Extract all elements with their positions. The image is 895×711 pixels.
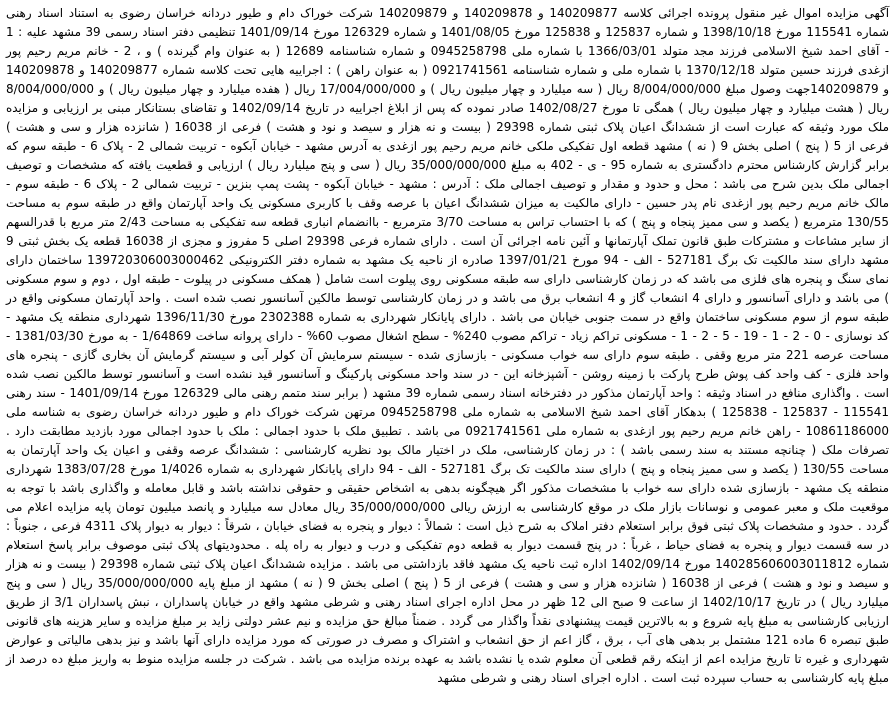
auction-notice-text: آگهی مزایده اموال غیر منقول پرونده اجرائی کلاسه 140209877 و 140209878 و 140209879 شرکت خوراک دام و طیور دردانه خراسان رضوی به استناد اسناد رهنی شماره 115541 مورخ 1398/10/18 و شماره 125837 و 125838 مورخ 1401/08/05 و شماره 126329 مورخ 1401/09/14 تنظیمی دفتر اسناد رسمی 39 مشهد علیه : 1 - آقای احمد شیخ الاسلامی فرزند مجد متولد 1366/03/01 با شماره ملی 0945258798 و شماره شناسنامه 12689 ( به عنوان وام گیرنده ) و ، 2 - خانم مریم رحیم پور ازغدی فرزند حسین متولد 1370/12/18 با شماره ملی و شماره شناسنامه 0921741561 ( به عنوان راهن ) : اجراییه هایی تحت کلاسه شماره 140209877 و 140209878 و 140209879جهت وصول مبلغ 8/004/000/000 ریال ( سه میلیارد و چهار میلیون ریال ) و 17/004/000/000 ریال ( هفده میلیارد و چهار میلیون ریال ) و 8/004/000/000 ریال ( هشت میلیارد و چهار میلیون ریال ) همگی تا مورخ 1402/08/27 صادر نموده که پس از ابلاغ اجراییه در تاریخ 1402/09/14 و تقاضای بستانکار مبنی بر ارزیابی و مزایده ملک مورد وثیقه که عبارت است از ششدانگ اعیان پلاک ثبتی شماره 29398 ( بیست و نه هزار و سیصد و نود و هشت ) فرعی از 16038 ( شانزده هزار و سی و هشت ) فرعی از 5 ( پنج ) اصلی بخش 9 ( نه ) مشهد قطعه اول تفکیکی ملکی خانم مریم رحیم پور ازغدی به آدرس مشهد - خیابان آبکوه - تربیت شمالی 2 - پلاک 6 - طبقه سوم که برابر گزارش کارشناس محترم دادگستری به شماره 95 - ی - 402 به مبلغ 35/000/000/000 ریال ( سی و پنج میلیارد ریال ) ارزیابی و قطعیت یافته که مشخصات و توصیف اجمالی ملک بدین شرح می باشد : محل و حدود و مقدار و توصیف اجمالی ملک : آدرس : مشهد - خیابان آبکوه - پشت پمپ بنزین - تربیت شمالی 2 - پلاک 6 - طبقه سوم - مالک خانم مریم رحیم پور ازغدی نام پدر حسین - دارای مالکیت به میزان ششدانگ اعیان با عرصه وقف با کاربری مسکونی یک واحد آپارتمان واقع در طبقه سوم به مساحت 130/55 مترمربع ( یکصد و سی ممیز پنجاه و پنج ) که با احتساب تراس به مساحت 3/70 مترمربع - باانضمام انباری قطعه سه تفکیکی به مساحت 2/43 متر مربع با قدرالسهم از سایر مشاعات و مشترکات طبق قانون تملک آپارتمانها و آئین نامه اجرائی آن است . دارای شماره فرعی 29398 اصلی 5 مفروز و مجزی از 16038 قطعه یک بخش ثبتی 9 مشهد دارای سند مالکیت تک برگ 527181 - الف - 94 مورخ 1397/01/21 صادره از ناحیه یک مشهد به شماره دفتر الکترونیکی 139720306003000462 ساختمان دارای نمای سنگ و پنجره های فلزی می باشد که در زمان کارشناسی دارای سه طبقه مسکونی روی پیلوت است شامل ( همکف مسکونی در پیلوت - طبقه اول ، دوم و سوم مسکونی ) می باشد و دارای آسانسور و دارای 4 انشعاب گاز و 4 انشعاب برق می باشد و در زمان کارشناسی توسط مالکین آسانسور نصب شده است . واحد آپارتمان مسکونی واقع در طبقه سوم از سوم مسکونی ساختمان واقع در سمت جنوبی خیابان می باشد . دارای پایانکار شهرداری به شماره 2302388 مورخ 1396/11/30 شهرداری منطقه یک مشهد - کد نوسازی - 0 - 2 - 1 - 19 - 5 - 2 - 1 - مسکونی تراکم زیاد - تراکم مصوب 240% - سطح اشغال مصوب 60% - دارای پروانه ساخت 1/64869 - به مورخ 1381/03/30 - مساحت عرصه 221 متر مربع وقفی . طبقه سوم دارای سه خواب مسکونی - بازسازی شده - سیستم سرمایش آن کولر آبی و سیستم گرمایش آن بخاری گازی - پنجره های واحد فلزی - کف واحد کف پوش طرح پارکت با زمینه روشن - آشپزخانه این - در سند واحد مسکونی پارکینگ و آسانسور قید نشده است و آسانسور توسط مالکین نصب شده است . واگذاری منافع در اسناد وثیقه : واحد آپارتمان مذکور در دفترخانه اسناد رسمی شماره 39 مشهد ( برابر سند متمم رهنی مالی 126329 مورخ 1401/09/14 - سند رهنی 115541 - 125837 - 125838 ) بدهکار آقای احمد شیخ الاسلامی به شماره ملی 0945258798 مرتهن شرکت خوراک دام و طیور دردانه خراسان رضوی به شناسه ملی 10861186000 - راهن خانم مریم رحیم پور ازغدی به شماره ملی 0921741561 می باشد . تطبیق ملک با حدود اجمالی : ملک با حدود اجمالی مورد بازدید مطابقت دارد . تصرفات ملک ( چنانچه مستند به سند رسمی باشد ) : در زمان کارشناسی، ملک در اختیار مالک بود نظریه کارشناسی : ششدانگ عرصه وقفی و اعیان یک واحد آپارتمان به مساحت 130/55 ( یکصد و سی ممیز پنجاه و پنج ) دارای سند مالکیت تک برگ 527181 - الف - 94 دارای پایانکار شهرداری به شماره 1/4026 مورخ 1383/07/28 شهرداری منطقه یک مشهد - بازسازی شده دارای سه خواب با مشخصات مذکور اگر هیچگونه بدهی به اشخاص حقیقی و حقوقی نداشته باشد و قابل معامله و واگذاری باشد با توجه به موقعیت ملک و معبر عمومی و نوسانات بازار ملک در موقع کارشناسی به ارزش ریالی 35/000/000/000 ریال معادل سه میلیارد و پانصد میلیون تومان پایه مزایده اعلام می گردد . حدود و مشخصات پلاک ثبتی فوق برابر استعلام دفتر املاک به شرح ذیل است : شمالاً : دیوار و پنجره به فضای خیابان ، شرقاً : دیوار به دیوار پلاک 4311 فرعی ، جنوباً : در سه قسمت دیوار و پنجره به فضای حیاط ، غرباً : در پنج قسمت دیوار به قطعه دوم تفکیکی و درب و دیوار به راه پله . محدودیتهای پلاک ثبتی موصوف برابر پاسخ استعلام شماره 140285606003011812 مورخ 1402/09/14 اداره ثبت ناحیه یک مشهد فاقد بازداشتی می باشد . مزایده ششدانگ اعیان پلاک ثبتی شماره 29398 ( بیست و نه هزار و سیصد و نود و هشت ) فرعی از 16038 ( شانزده هزار و سی و هشت ) فرعی از 5 ( پنج ) اصلی بخش 9 ( نه ) مشهد از مبلغ پایه 35/000/000/000 ریال ( سی و پنج میلیارد ریال ) در تاریخ 1402/10/17 از ساعت 9 صبح الی 12 ظهر در محل اداره اجرای اسناد رهنی و شرطی مشهد واقع در خیابان پاسداران ، نبش پاسداران 3/1 از طریق ارزیابی کارشناسی به مبلغ پایه شروع و به بالاترین قیمت پیشنهادی نقداً واگذار می گردد . ضمناً مبالغ حق مزایده و نیم عشر دولتی زاید بر مبلغ مزایده و سایر هزینه های قانونی طبق تبصره 6 ماده 121 مشتمل بر بدهی های آب ، برق ، گاز اعم از حق انشعاب و اشتراک و مصرف در صورتی که مورد مزایده دارای آنها باشد و نیز بدهی مالیاتی و عوارض شهرداری و غیره تا تاریخ مزایده اعم از اینکه رقم قطعی آن معلوم شده یا نشده باشد به عهده برنده مزایده می باشد . شرکت در جلسه مزایده منوط به واریز مبلغ ده درصد از مبلغ پایه کارشناسی به حساب سپرده ثبت است . اداره اجرای اسناد رهنی و شرطی مشهد bbox=[6, 6, 890, 685]
